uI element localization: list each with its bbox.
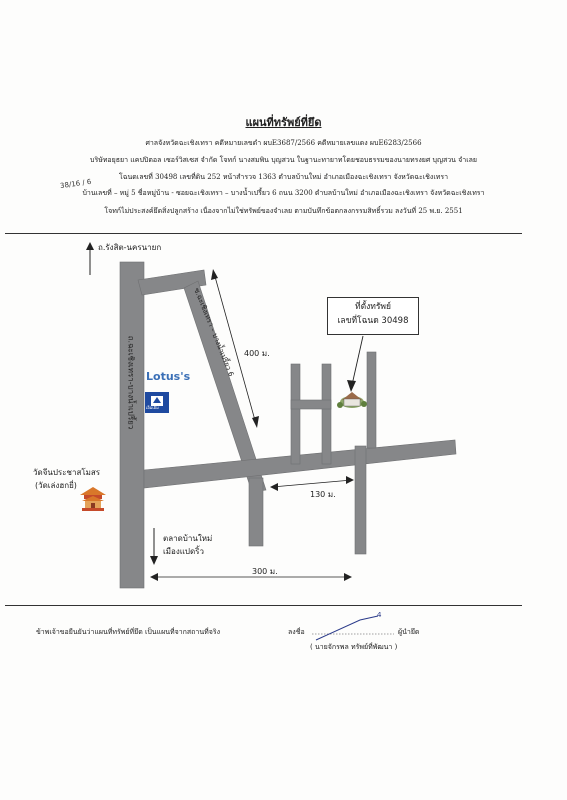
u-road-bottom bbox=[291, 400, 331, 409]
dimension-130-head-left bbox=[270, 483, 278, 491]
dimension-130-line bbox=[272, 480, 352, 487]
diag-road-label: ซ.ฉะเชิงเทรา – บางน้ำเปรี้ยว 6 bbox=[192, 286, 236, 378]
u-road-right bbox=[322, 364, 331, 464]
property-box-deed: เลขที่โฉนด 30498 bbox=[337, 316, 409, 326]
parties-line: บริษัทอยุธยา แคปปิตอล เซอร์วิสเซส จำกัด โจทก์ นางสมพิน บุญสวน ในฐานะทายาทโดยชอบธรรมของนายทรงยศ บุญสวน จำเลย bbox=[90, 156, 477, 164]
top-arrowhead bbox=[86, 242, 94, 250]
right-lower-road bbox=[355, 446, 366, 554]
bank-label: เอ็มเอ็ม bbox=[146, 405, 159, 410]
signature-digit: 4 bbox=[377, 611, 382, 619]
bottom-arrowhead bbox=[150, 556, 158, 565]
temple-label: วัดจีนประชาสโมสร bbox=[33, 468, 101, 477]
main-road-label: ถ.ฉะเชิงเทรา-บางน้ำเปรี้ยว bbox=[126, 335, 136, 430]
remark-line: โจทก์ไม่ประสงค์ยึดสิ่งปลูกสร้าง เนื่องจากไม่ใช่ทรัพย์ของจำเลย ตามบันทึกข้อตกลงกรรมสิทธิ์รวม ลงวันที่ 25 พ.ย. 2551 bbox=[104, 207, 463, 215]
dimension-400-head-bottom bbox=[252, 416, 259, 428]
property-pointer-head bbox=[347, 380, 356, 392]
address-line: บ้านเลขที่ – หมู่ 5 ชื่อหมู่บ้าน - ซอยฉะเชิงเทรา – บางน้ำเปรี้ยว 6 ถนน 3200 ตำบลบ้านใหม่ อำเภอเมืองฉะเชิงเทรา จังหวัดฉะเชิงเทรา bbox=[82, 189, 485, 197]
sign-suffix: ผู้นำยึด bbox=[398, 628, 420, 636]
handwritten-note: 38/16 / 6 bbox=[59, 177, 92, 191]
top-road-label: ถ.รังสิต-นครนายก bbox=[98, 243, 162, 252]
u-road-left bbox=[291, 364, 300, 464]
distance-130-label: 130 ม. bbox=[310, 490, 336, 499]
temple-icon bbox=[80, 487, 106, 511]
market-label: ตลาดบ้านใหม่ bbox=[163, 534, 213, 543]
far-right-road bbox=[367, 352, 376, 448]
dimension-400-head-top bbox=[211, 269, 218, 280]
court-case-line: ศาลจังหวัดฉะเชิงเทรา คดีหมายเลขดำ ผบE3687/2566 คดีหมายเลขแดง ผบE6283/2566 bbox=[145, 139, 422, 147]
property-box-title: ที่ตั้งทรัพย์ bbox=[354, 302, 392, 312]
property-house-icon bbox=[337, 392, 367, 408]
certify-statement: ข้าพเจ้าขอยืนยันว่าแผนที่ทรัพย์ที่ยึด เป็นแผนที่จากสถานที่จริง bbox=[36, 628, 220, 636]
deed-line: โฉนดเลขที่ 30498 เลขที่ดิน 252 หน้าสำรวจ 1363 ตำบลบ้านใหม่ อำเภอเมืองฉะเชิงเทรา จังหวัดฉะเชิงเทรา bbox=[118, 173, 449, 181]
bottom-divider bbox=[5, 605, 522, 606]
distance-400-label: 400 ม. bbox=[244, 349, 270, 358]
temple-alt-label: (วัดเล่งฮกยี่) bbox=[35, 481, 77, 490]
dimension-130-head-right bbox=[346, 476, 354, 484]
dimension-300-head-left bbox=[150, 573, 158, 581]
distance-300-label: 300 ม. bbox=[252, 567, 278, 576]
market-sub-label: เมืองแปดริ้ว bbox=[163, 547, 204, 556]
lotus-store-label: Lotus's bbox=[146, 370, 191, 383]
lower-soi-road bbox=[249, 478, 263, 546]
sign-prefix: ลงชื่อ bbox=[288, 628, 305, 636]
property-location-box bbox=[327, 297, 419, 335]
document-title: แผนที่ทรัพย์ที่ยึด bbox=[245, 116, 322, 129]
signer-name: ( นายจักรพล ทรัพย์ที่พัฒนา ) bbox=[310, 643, 398, 651]
dimension-300-head-right bbox=[344, 573, 352, 581]
property-pointer-line bbox=[352, 336, 363, 385]
